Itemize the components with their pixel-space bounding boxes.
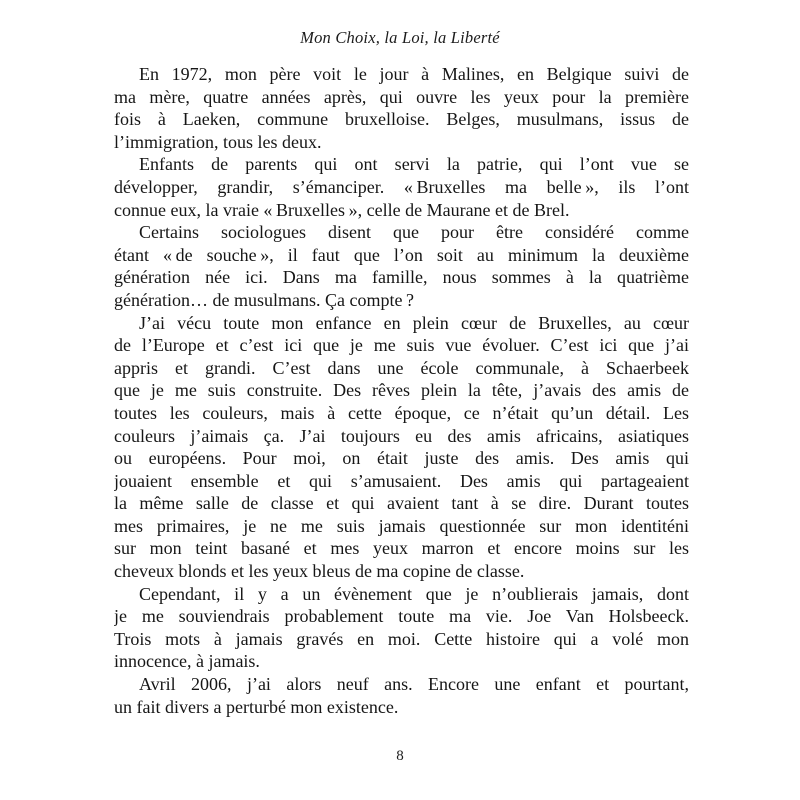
text-line: je me souviendrais probablement toute ma vie. Joe Van Holsbeeck.	[114, 606, 689, 627]
text-line: Trois mots à jamais gravés en moi. Cette histoire qui a volé mon	[114, 628, 689, 649]
text-line: développer, grandir, s’émanciper. « Bruxelles ma belle », ils l’ont	[114, 176, 689, 197]
running-header: Mon Choix, la Loi, la Liberté	[300, 28, 500, 47]
text-line: J’ai vécu toute mon enfance en plein cœur de Bruxelles, au cœur	[139, 312, 689, 333]
text-line: ma mère, quatre années après, qui ouvre les yeux pour la première	[114, 86, 689, 107]
text-line: l’immigration, tous les deux.	[114, 131, 322, 152]
text-line: appris et grandi. C’est dans une école communale, à Schaerbeek	[114, 357, 689, 378]
text-line: cheveux blonds et les yeux bleus de ma copine de classe.	[114, 561, 525, 582]
text-line: que je me suis construite. Des rêves plein la tête, j’avais des amis de	[114, 380, 689, 401]
text-line: jouaient ensemble et qui s’amusaient. Des amis qui partageaient	[114, 470, 689, 491]
text-line: Certains sociologues disent que pour être considéré comme	[139, 222, 689, 243]
text-line: connue eux, la vraie « Bruxelles », celle de Maurane et de Brel.	[114, 199, 570, 220]
text-line: étant « de souche », il faut que l’on soit au minimum la deuxième	[114, 244, 689, 265]
page-number: 8	[396, 748, 404, 764]
paragraph	[114, 583, 689, 673]
text-line: génération… de musulmans. Ça compte ?	[114, 289, 415, 310]
text-line: ou européens. Pour moi, on était juste des amis. Des amis qui	[114, 448, 689, 469]
text-line: Enfants de parents qui ont servi la patrie, qui l’ont vue se	[139, 154, 689, 175]
paragraph	[114, 221, 689, 311]
text-line: de l’Europe et c’est ici que je me suis vue évoluer. C’est ici que j’ai	[114, 335, 689, 356]
page-body	[114, 63, 689, 718]
paragraph	[114, 312, 689, 583]
text-line: mes primaires, je ne me suis jamais questionnée sur mon identiténi	[114, 515, 689, 536]
paragraph	[114, 63, 689, 153]
paragraph	[114, 673, 689, 718]
text-line: En 1972, mon père voit le jour à Malines, en Belgique suivi de	[139, 64, 689, 84]
text-line: fois à Laeken, commune bruxelloise. Belges, musulmans, issus de	[114, 109, 689, 130]
text-line: un fait divers a perturbé mon existence.	[114, 696, 399, 717]
text-line: Cependant, il y a un évènement que je n’oublierais jamais, dont	[139, 583, 689, 604]
text-line: sur mon teint basané et mes yeux marron et encore moins sur les	[114, 538, 689, 559]
paragraph	[114, 153, 689, 221]
text-line: toutes les couleurs, mais à cette époque, ce n’était qu’un détail. Les	[114, 402, 689, 423]
text-line: Avril 2006, j’ai alors neuf ans. Encore une enfant et pourtant,	[139, 674, 689, 695]
text-line: la même salle de classe et qui avaient tant à se dire. Durant toutes	[114, 493, 689, 514]
text-line: innocence, à jamais.	[114, 651, 260, 672]
text-line: couleurs j’aimais ça. J’ai toujours eu des amis africains, asiatiques	[114, 425, 689, 446]
text-line: génération née ici. Dans ma famille, nous sommes à la quatrième	[114, 267, 689, 288]
